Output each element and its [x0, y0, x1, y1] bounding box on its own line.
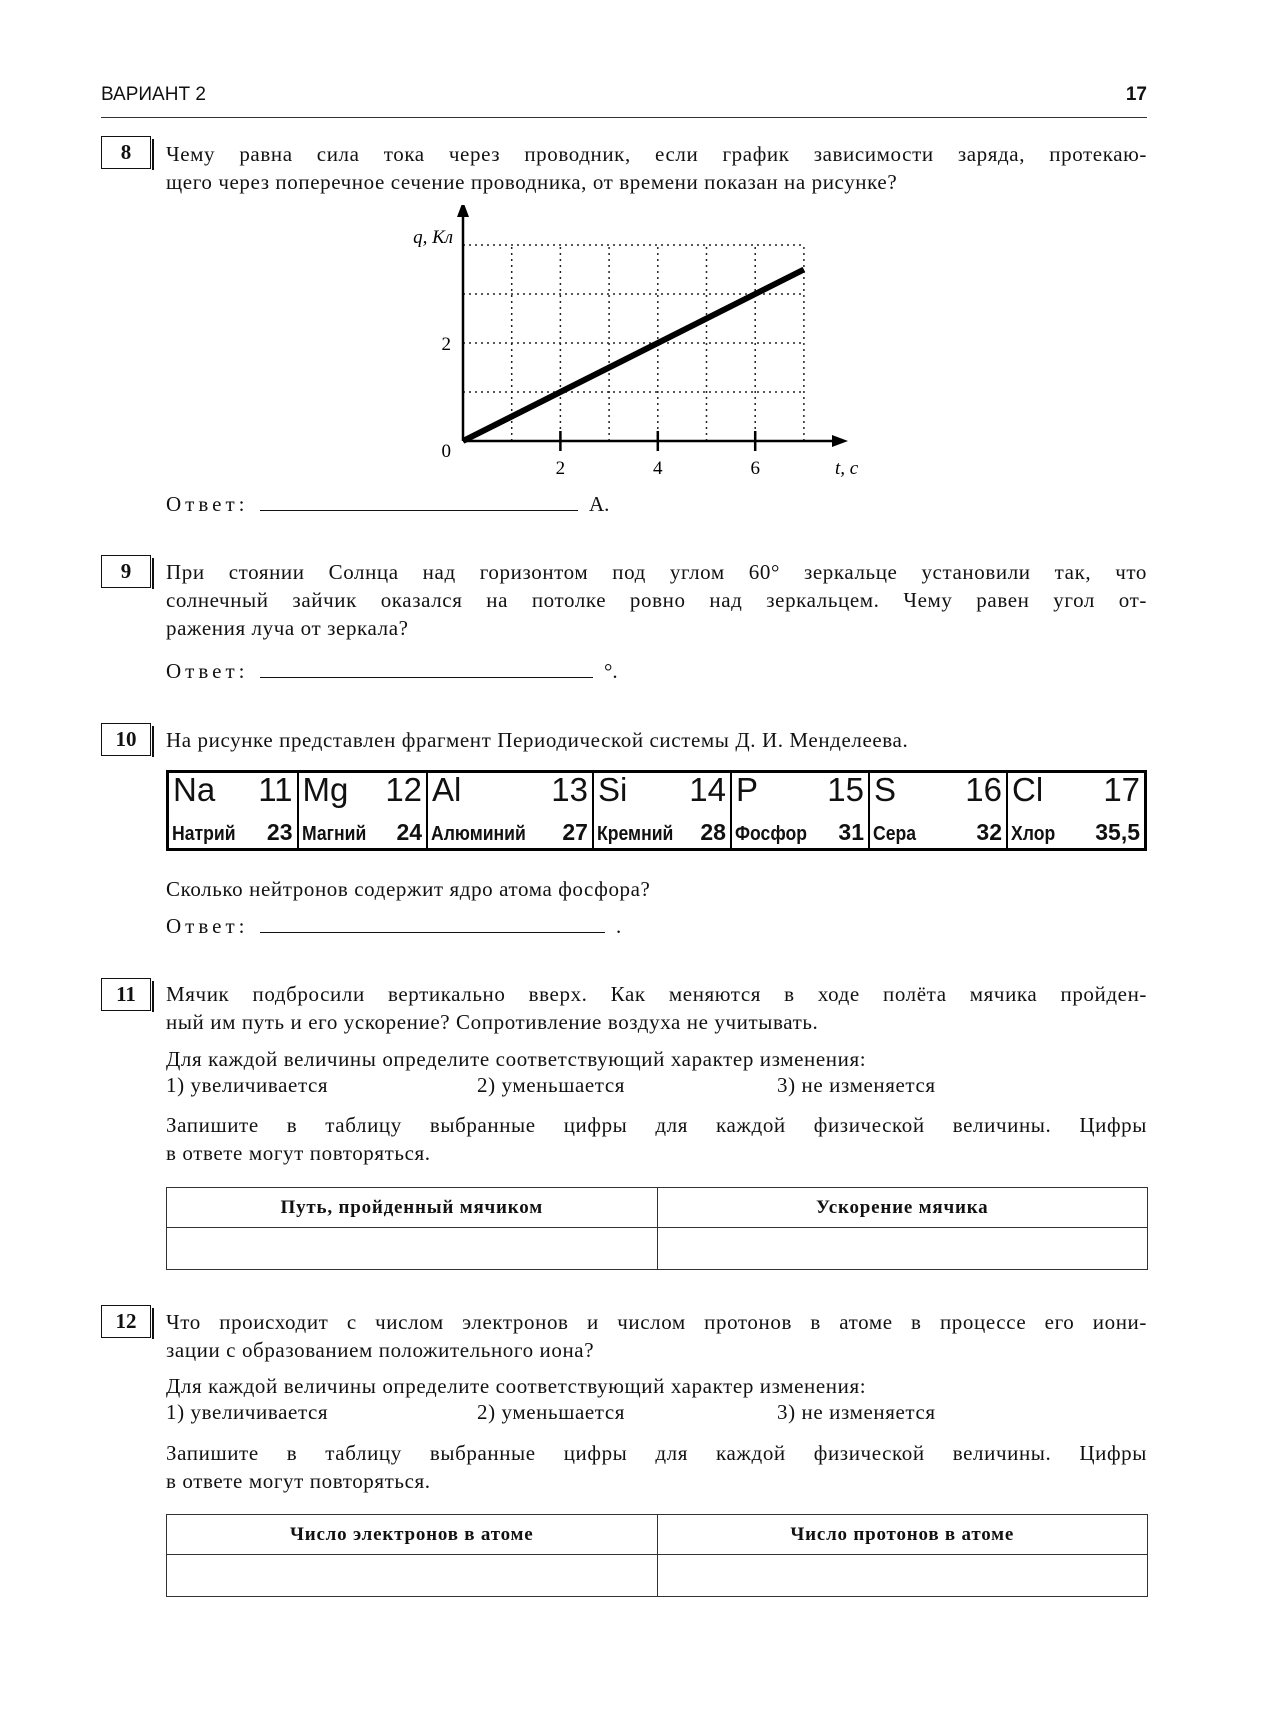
- page-number: 17: [1125, 84, 1147, 105]
- choice: 1) увеличивается: [166, 1400, 329, 1424]
- answer-8: [166, 490, 609, 517]
- element-symbol: Cl: [1012, 771, 1044, 808]
- column-header: Число электронов в атоме: [167, 1515, 658, 1555]
- answer-cell-protons[interactable]: [657, 1555, 1148, 1597]
- element-symbol: P: [735, 771, 758, 808]
- variant-label: ВАРИАНТ 2: [101, 84, 206, 105]
- element-name: Магний: [301, 823, 366, 845]
- element-cell: [870, 773, 1008, 848]
- answer-10-field[interactable]: [260, 912, 605, 933]
- answer-unit: .: [615, 914, 622, 938]
- origin-label: 0: [441, 441, 451, 462]
- element-cell: [594, 773, 732, 848]
- text-line: в ответе могут повторяться.: [166, 1469, 431, 1493]
- x-tick-label: 2: [555, 458, 566, 479]
- atomic-mass: 23: [266, 819, 293, 845]
- element-cell: [732, 773, 870, 848]
- y-axis-label: q, Кл: [413, 227, 453, 248]
- question-12-text: [166, 1308, 1147, 1364]
- question-10-text: [166, 726, 1147, 754]
- text-line: ный им путь и его ускорение? Сопротивление воздуха не учитывать.: [166, 1010, 819, 1034]
- text-line: Что происходит с числом электронов и числом протонов в атоме в процессе его иони-: [166, 1310, 1147, 1334]
- series-line: [463, 270, 804, 442]
- text-line: зации с образованием положительного иона?: [166, 1338, 595, 1362]
- element-name: Фосфор: [734, 823, 807, 845]
- answer-unit: °.: [603, 659, 618, 683]
- element-name: Натрий: [172, 823, 236, 845]
- element-cell: [299, 773, 429, 848]
- choice: 1) увеличивается: [166, 1073, 329, 1097]
- atomic-mass: 27: [562, 819, 588, 845]
- element-symbol: Mg: [302, 771, 349, 808]
- text-line: Запишите в таблицу выбранные цифры для каждой физической величины. Цифры: [166, 1441, 1147, 1465]
- atomic-number: 16: [965, 771, 1003, 808]
- atomic-mass: 31: [838, 819, 864, 845]
- question-11-instruction: [166, 1045, 1147, 1073]
- element-name: Кремний: [596, 823, 674, 845]
- text-line: На рисунке представлен фрагмент Периодической системы Д. И. Менделеева.: [166, 728, 909, 752]
- answer-unit: А.: [588, 492, 610, 516]
- atomic-number: 17: [1103, 771, 1141, 808]
- atomic-number: 13: [551, 771, 588, 808]
- answer-label: Ответ:: [166, 492, 249, 516]
- element-name: Хлор: [1011, 823, 1056, 845]
- atomic-number: 15: [827, 771, 864, 808]
- question-11-text: [166, 980, 1147, 1036]
- text-line: ражения луча от зеркала?: [166, 616, 409, 640]
- element-cell: [1008, 773, 1144, 848]
- y-axis-arrow-icon: [457, 205, 469, 217]
- question-number-9: 9: [101, 555, 151, 588]
- text-line: Мячик подбросили вертикально вверх. Как меняются в ходе полёта мячика пройден-: [166, 982, 1147, 1006]
- periodic-table-fragment: [166, 770, 1147, 851]
- element-symbol: Na: [173, 771, 216, 808]
- atomic-number: 12: [385, 771, 423, 808]
- answer-10: [166, 912, 621, 939]
- y-tick-label: 2: [441, 334, 451, 355]
- question-12-choices: [166, 1400, 1147, 1428]
- choice: 3) не изменяется: [777, 1400, 936, 1424]
- text-line: в ответе могут повторяться.: [166, 1141, 431, 1165]
- element-name: Сера: [873, 823, 917, 845]
- text-line: Для каждой величины определите соответствующий характер изменения:: [166, 1047, 867, 1071]
- question-11-table-instruction: [166, 1111, 1147, 1167]
- question-12-table-instruction: [166, 1439, 1147, 1495]
- text-line: щего через поперечное сечение проводника, от времени показан на рисунке?: [166, 170, 898, 194]
- question-8-text: [166, 140, 1147, 196]
- element-symbol: Si: [597, 771, 628, 808]
- text-line: Для каждой величины определите соответствующий характер изменения:: [166, 1374, 867, 1398]
- choice: 3) не изменяется: [777, 1073, 936, 1097]
- question-number-10: 10: [101, 723, 151, 756]
- question-number-8: 8: [101, 136, 151, 169]
- text-line: Чему равна сила тока через проводник, если график зависимости заряда, протекаю-: [166, 142, 1147, 166]
- column-header: Путь, пройденный мячиком: [167, 1188, 658, 1228]
- atomic-number: 14: [689, 771, 726, 808]
- column-header: Ускорение мячика: [657, 1188, 1148, 1228]
- text-line: При стоянии Солнца над горизонтом под углом 60° зеркальце установили так, что: [166, 560, 1147, 584]
- answer-cell-acceleration[interactable]: [657, 1228, 1148, 1270]
- choice: 2) уменьшается: [477, 1073, 626, 1097]
- answer-cell-path[interactable]: [167, 1228, 658, 1270]
- answer-label: Ответ:: [166, 659, 249, 683]
- question-number-11: 11: [101, 978, 151, 1011]
- x-tick-label: 6: [750, 458, 760, 479]
- x-axis-label: t, с: [835, 458, 859, 479]
- atomic-mass: 35,5: [1095, 819, 1141, 845]
- header-rule: [101, 117, 1147, 118]
- element-symbol: Al: [432, 771, 462, 808]
- question-9-text: [166, 558, 1147, 642]
- question-12-instruction: [166, 1372, 1147, 1400]
- element-symbol: S: [874, 771, 897, 808]
- element-name: Алюминий: [431, 823, 526, 845]
- answer-cell-electrons[interactable]: [167, 1555, 658, 1597]
- column-header: Число протонов в атоме: [657, 1515, 1148, 1555]
- question-number-12: 12: [101, 1305, 151, 1338]
- element-cell: [428, 773, 594, 848]
- x-tick-label: 4: [653, 458, 663, 479]
- atomic-mass: 32: [976, 819, 1003, 845]
- answer-table-11: [166, 1187, 1148, 1270]
- x-axis-arrow-icon: [832, 435, 848, 447]
- text-line: Запишите в таблицу выбранные цифры для каждой физической величины. Цифры: [166, 1113, 1147, 1137]
- atomic-mass: 24: [396, 819, 423, 845]
- choice: 2) уменьшается: [477, 1400, 626, 1424]
- element-cell: [169, 773, 299, 848]
- question-10-prompt: [166, 875, 1147, 903]
- answer-9-field[interactable]: [260, 657, 593, 678]
- question-11-choices: [166, 1073, 1147, 1101]
- answer-9: [166, 657, 618, 684]
- text-line: солнечный зайчик оказался на потолке ровно над зеркальцем. Чему равен угол от-: [166, 588, 1147, 612]
- text-line: Сколько нейтронов содержит ядро атома фосфора?: [166, 877, 651, 901]
- answer-8-field[interactable]: [260, 490, 578, 511]
- atomic-mass: 28: [700, 819, 726, 845]
- atomic-number: 11: [258, 771, 293, 808]
- answer-label: Ответ:: [166, 914, 249, 938]
- answer-table-12: [166, 1514, 1148, 1597]
- charge-time-chart: [380, 205, 860, 485]
